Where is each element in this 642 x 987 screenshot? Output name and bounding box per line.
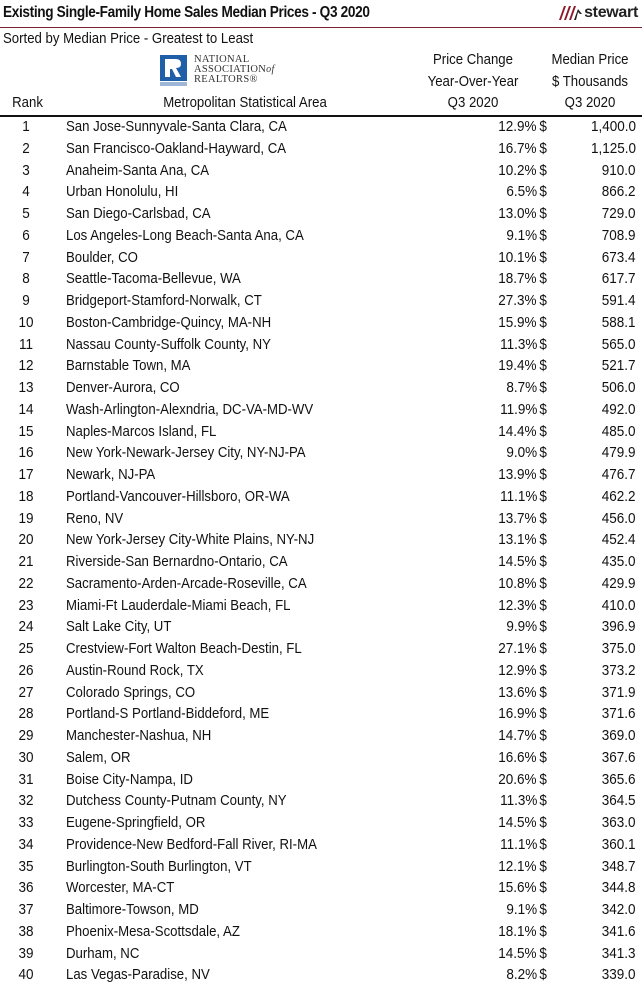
price-change-cell: 11.3% xyxy=(499,335,537,353)
median-price-cell: 365.6 xyxy=(602,770,636,788)
currency-cell: $ xyxy=(539,705,547,723)
median-price-cell: 708.9 xyxy=(602,226,636,244)
rank-cell: 36 xyxy=(18,879,34,897)
table-row xyxy=(0,161,642,183)
median-price-cell: 479.9 xyxy=(602,444,636,462)
price-change-cell: 20.6% xyxy=(498,770,537,788)
rank-cell: 35 xyxy=(18,857,34,875)
rank-cell: 6 xyxy=(22,226,30,244)
price-change-cell: 14.5% xyxy=(498,944,537,962)
currency-cell: $ xyxy=(539,466,547,483)
median-price-cell: 588.1 xyxy=(602,313,636,331)
table-row xyxy=(0,878,642,900)
col-header-price-line1: Median Price xyxy=(551,51,629,68)
rank-cell: 27 xyxy=(18,683,34,701)
rank-cell: 13 xyxy=(18,379,34,396)
rank-cell: 12 xyxy=(18,357,34,375)
rank-cell: 23 xyxy=(18,596,34,614)
table-row xyxy=(0,813,642,835)
msa-cell: Riverside-San Bernardno-Ontario, CA xyxy=(66,553,288,570)
price-change-cell: 16.7% xyxy=(498,139,537,157)
msa-cell: Sacramento-Arden-Arcade-Roseville, CA xyxy=(66,574,307,592)
price-change-cell: 14.4% xyxy=(498,422,537,440)
currency-cell: $ xyxy=(539,857,547,875)
rank-cell: 9 xyxy=(22,292,30,309)
msa-cell: Phoenix-Mesa-Scottsdale, AZ xyxy=(66,922,240,940)
currency-cell: $ xyxy=(539,379,547,396)
median-price-cell: 341.3 xyxy=(602,944,636,962)
currency-cell: $ xyxy=(539,966,547,984)
median-price-cell: 371.9 xyxy=(602,683,636,701)
rank-cell: 14 xyxy=(18,400,34,418)
rank-cell: 2 xyxy=(22,139,30,157)
median-price-cell: 410.0 xyxy=(602,596,636,614)
price-change-cell: 12.1% xyxy=(498,857,537,875)
rank-cell: 31 xyxy=(18,770,34,788)
msa-cell: New York-Jersey City-White Plains, NY-NJ xyxy=(66,531,315,549)
rank-cell: 26 xyxy=(18,661,34,679)
rank-cell: 25 xyxy=(18,640,34,657)
currency-cell: $ xyxy=(539,487,547,505)
nar-line-3: REALTORS® xyxy=(194,74,258,85)
median-price-cell: 485.0 xyxy=(602,422,636,440)
msa-cell: Bridgeport-Stamford-Norwalk, CT xyxy=(66,292,262,309)
currency-cell: $ xyxy=(539,400,547,418)
col-header-price-line2: $ Thousands xyxy=(551,73,629,90)
rank-cell: 10 xyxy=(18,313,34,331)
rank-cell: 21 xyxy=(18,553,34,570)
msa-cell: Newark, NJ-PA xyxy=(66,466,156,483)
median-price-cell: 435.0 xyxy=(602,553,636,570)
price-change-cell: 15.9% xyxy=(498,313,537,331)
rank-cell: 34 xyxy=(18,835,34,853)
median-price-cell: 506.0 xyxy=(602,379,636,396)
median-price-cell: 476.7 xyxy=(602,466,636,483)
currency-cell: $ xyxy=(539,205,547,222)
msa-cell: Denver-Aurora, CO xyxy=(66,379,180,396)
msa-cell: Burlington-South Burlington, VT xyxy=(66,857,252,875)
msa-cell: Baltimore-Towson, MD xyxy=(66,901,199,918)
rank-cell: 5 xyxy=(22,205,30,222)
msa-cell: Salt Lake City, UT xyxy=(66,618,172,636)
currency-cell: $ xyxy=(539,422,547,440)
median-price-cell: 339.0 xyxy=(602,966,636,984)
median-price-cell: 910.0 xyxy=(602,161,636,179)
table-row xyxy=(0,661,642,683)
msa-cell: Austin-Round Rock, TX xyxy=(66,661,204,679)
currency-cell: $ xyxy=(539,879,547,897)
table-row xyxy=(0,422,642,444)
median-price-cell: 866.2 xyxy=(602,183,636,201)
currency-cell: $ xyxy=(539,640,547,657)
msa-cell: San Jose-Sunnyvale-Santa Clara, CA xyxy=(66,118,287,135)
msa-cell: Barnstable Town, MA xyxy=(66,357,191,375)
rank-cell: 38 xyxy=(18,922,34,940)
rank-cell: 29 xyxy=(18,727,34,744)
table-row xyxy=(0,552,642,574)
currency-cell: $ xyxy=(539,357,547,375)
msa-cell: Durham, NC xyxy=(66,944,140,962)
table-row xyxy=(0,269,642,291)
table-row xyxy=(0,378,642,400)
table-row xyxy=(0,683,642,705)
rank-cell: 15 xyxy=(18,422,34,440)
median-price-cell: 521.7 xyxy=(602,357,636,375)
col-header-pct-line1: Price Change xyxy=(433,51,513,68)
rank-cell: 11 xyxy=(18,335,34,353)
price-change-cell: 12.3% xyxy=(498,596,537,614)
currency-cell: $ xyxy=(539,770,547,788)
price-change-cell: 11.1% xyxy=(499,835,537,853)
currency-cell: $ xyxy=(539,814,547,831)
median-price-cell: 617.7 xyxy=(602,270,636,288)
table-row xyxy=(0,944,642,966)
msa-cell: Las Vegas-Paradise, NV xyxy=(66,966,210,984)
table-row xyxy=(0,248,642,270)
currency-cell: $ xyxy=(539,292,547,309)
currency-cell: $ xyxy=(539,248,547,266)
price-change-cell: 27.1% xyxy=(498,640,537,657)
currency-cell: $ xyxy=(539,270,547,288)
rank-cell: 3 xyxy=(22,161,30,179)
table-row xyxy=(0,596,642,618)
currency-cell: $ xyxy=(539,183,547,201)
price-change-cell: 9.1% xyxy=(506,901,537,918)
msa-cell: Dutchess County-Putnam County, NY xyxy=(66,792,287,810)
rank-cell: 7 xyxy=(22,248,30,266)
table-row xyxy=(0,356,642,378)
currency-cell: $ xyxy=(539,139,547,157)
table-row xyxy=(0,574,642,596)
rank-cell: 1 xyxy=(22,118,30,135)
msa-cell: Eugene-Springfield, OR xyxy=(66,814,206,831)
msa-cell: San Francisco-Oakland-Hayward, CA xyxy=(66,139,287,157)
nar-logo xyxy=(160,55,275,86)
currency-cell: $ xyxy=(539,596,547,614)
rank-cell: 39 xyxy=(18,944,34,962)
price-change-cell: 12.9% xyxy=(498,661,537,679)
rank-cell: 18 xyxy=(18,487,34,505)
table-row xyxy=(0,182,642,204)
table-row xyxy=(0,487,642,509)
median-price-cell: 729.0 xyxy=(602,205,636,222)
median-price-cell: 373.2 xyxy=(602,661,636,679)
table-row xyxy=(0,900,642,922)
median-price-cell: 344.8 xyxy=(602,879,636,897)
rank-cell: 32 xyxy=(18,792,34,810)
table-row xyxy=(0,748,642,770)
col-header-pct-line3: Q3 2020 xyxy=(447,94,499,111)
median-price-cell: 363.0 xyxy=(602,814,636,831)
rank-cell: 4 xyxy=(22,183,30,201)
realtor-r-icon xyxy=(160,55,187,86)
table-row xyxy=(0,291,642,313)
table-row xyxy=(0,530,642,552)
msa-cell: Boise City-Nampa, ID xyxy=(66,770,193,788)
currency-cell: $ xyxy=(539,661,547,679)
table-row xyxy=(0,139,642,161)
msa-cell: San Diego-Carlsbad, CA xyxy=(66,205,211,222)
median-price-cell: 371.6 xyxy=(602,705,636,723)
col-header-pct-line2: Year-Over-Year xyxy=(427,73,519,90)
table-row xyxy=(0,226,642,248)
nar-line-2-suffix: of xyxy=(266,64,275,75)
table-row xyxy=(0,400,642,422)
median-price-cell: 367.6 xyxy=(602,748,636,766)
median-price-cell: 462.2 xyxy=(602,487,636,505)
table-row xyxy=(0,770,642,792)
currency-cell: $ xyxy=(539,727,547,744)
price-change-cell: 13.1% xyxy=(498,531,537,549)
nar-line-2-text: ASSOCIATION xyxy=(194,64,267,75)
table-row xyxy=(0,922,642,944)
rank-cell: 8 xyxy=(22,270,30,288)
table-row xyxy=(0,726,642,748)
currency-cell: $ xyxy=(539,335,547,353)
price-change-cell: 9.1% xyxy=(506,226,537,244)
msa-cell: Boston-Cambridge-Quincy, MA-NH xyxy=(66,313,272,331)
price-change-cell: 9.0% xyxy=(506,444,537,462)
currency-cell: $ xyxy=(539,444,547,462)
price-change-cell: 12.9% xyxy=(498,118,537,135)
currency-cell: $ xyxy=(539,118,547,135)
msa-cell: Boulder, CO xyxy=(66,248,138,266)
currency-cell: $ xyxy=(539,574,547,592)
median-price-cell: 452.4 xyxy=(602,531,636,549)
msa-cell: Worcester, MA-CT xyxy=(66,879,175,897)
currency-cell: $ xyxy=(539,161,547,179)
msa-cell: Crestview-Fort Walton Beach-Destin, FL xyxy=(66,640,302,657)
median-price-cell: 1,125.0 xyxy=(590,139,636,157)
stewart-logo xyxy=(556,4,638,22)
msa-cell: Los Angeles-Long Beach-Santa Ana, CA xyxy=(66,226,304,244)
table-row xyxy=(0,313,642,335)
price-change-cell: 11.9% xyxy=(499,400,537,418)
median-price-cell: 591.4 xyxy=(602,292,636,309)
price-change-cell: 6.5% xyxy=(506,183,537,201)
currency-cell: $ xyxy=(539,792,547,810)
rank-cell: 22 xyxy=(18,574,34,592)
price-change-cell: 18.7% xyxy=(498,270,537,288)
rank-cell: 33 xyxy=(18,814,34,831)
table-row xyxy=(0,639,642,661)
price-change-cell: 10.1% xyxy=(498,248,537,266)
msa-cell: Providence-New Bedford-Fall River, RI-MA xyxy=(66,835,317,853)
rank-cell: 28 xyxy=(18,705,34,723)
currency-cell: $ xyxy=(539,531,547,549)
table-row xyxy=(0,509,642,531)
currency-cell: $ xyxy=(539,509,547,527)
table-row xyxy=(0,617,642,639)
currency-cell: $ xyxy=(539,313,547,331)
median-price-cell: 348.7 xyxy=(602,857,636,875)
price-change-cell: 13.9% xyxy=(498,466,537,483)
price-change-cell: 16.9% xyxy=(498,705,537,723)
rank-cell: 37 xyxy=(18,901,34,918)
table-row xyxy=(0,835,642,857)
price-change-cell: 18.1% xyxy=(498,922,537,940)
price-change-cell: 11.3% xyxy=(499,792,537,810)
median-price-cell: 565.0 xyxy=(602,335,636,353)
price-change-cell: 10.8% xyxy=(498,574,537,592)
data-table-body xyxy=(0,117,642,987)
stewart-wordmark: stewart xyxy=(584,4,638,21)
median-price-cell: 673.4 xyxy=(602,248,636,266)
median-price-cell: 364.5 xyxy=(602,792,636,810)
table-row xyxy=(0,791,642,813)
table-row xyxy=(0,117,642,139)
currency-cell: $ xyxy=(539,618,547,636)
msa-cell: Naples-Marcos Island, FL xyxy=(66,422,217,440)
msa-cell: Portland-Vancouver-Hillsboro, OR-WA xyxy=(66,487,290,505)
msa-cell: Manchester-Nashua, NH xyxy=(66,727,212,744)
currency-cell: $ xyxy=(539,226,547,244)
median-price-cell: 492.0 xyxy=(602,400,636,418)
price-change-cell: 16.6% xyxy=(498,748,537,766)
median-price-cell: 369.0 xyxy=(602,727,636,744)
msa-cell: Portland-S Portland-Biddeford, ME xyxy=(66,705,270,723)
price-change-cell: 27.3% xyxy=(498,292,537,309)
nar-line-1: NATIONAL xyxy=(194,54,250,65)
nar-wordmark xyxy=(194,55,275,85)
page-title: Existing Single-Family Home Sales Median Prices - Q3 2020 xyxy=(3,4,370,21)
currency-cell: $ xyxy=(539,901,547,918)
msa-cell: Reno, NV xyxy=(66,509,124,527)
msa-cell: Salem, OR xyxy=(66,748,131,766)
median-price-cell: 360.1 xyxy=(602,835,636,853)
rank-cell: 20 xyxy=(18,531,34,549)
msa-cell: Miami-Ft Lauderdale-Miami Beach, FL xyxy=(66,596,291,614)
median-price-cell: 456.0 xyxy=(602,509,636,527)
msa-cell: Urban Honolulu, HI xyxy=(66,183,179,201)
currency-cell: $ xyxy=(539,922,547,940)
median-price-cell: 375.0 xyxy=(602,640,636,657)
rank-cell: 40 xyxy=(18,966,34,984)
rank-cell: 17 xyxy=(18,466,34,483)
table-row xyxy=(0,204,642,226)
msa-cell: New York-Newark-Jersey City, NY-NJ-PA xyxy=(66,444,306,462)
rank-cell: 19 xyxy=(18,509,34,527)
price-change-cell: 14.5% xyxy=(498,553,537,570)
col-header-rank: Rank xyxy=(12,94,43,111)
price-change-cell: 8.7% xyxy=(506,379,537,396)
price-change-cell: 15.6% xyxy=(498,879,537,897)
median-price-cell: 341.6 xyxy=(602,922,636,940)
table-row xyxy=(0,443,642,465)
msa-cell: Wash-Arlington-Alexndria, DC-VA-MD-WV xyxy=(66,400,314,418)
title-bar xyxy=(0,0,642,28)
currency-cell: $ xyxy=(539,835,547,853)
median-price-cell: 429.9 xyxy=(602,574,636,592)
median-price-cell: 1,400.0 xyxy=(590,118,636,135)
rank-cell: 30 xyxy=(18,748,34,766)
rank-cell: 16 xyxy=(18,444,34,462)
price-change-cell: 11.1% xyxy=(499,487,537,505)
currency-cell: $ xyxy=(539,944,547,962)
rank-cell: 24 xyxy=(18,618,34,636)
msa-cell: Nassau County-Suffolk County, NY xyxy=(66,335,271,353)
price-change-cell: 13.6% xyxy=(498,683,537,701)
table-row xyxy=(0,857,642,879)
table-row xyxy=(0,965,642,987)
currency-cell: $ xyxy=(539,683,547,701)
price-change-cell: 14.5% xyxy=(498,814,537,831)
price-change-cell: 9.9% xyxy=(506,618,537,636)
msa-cell: Colorado Springs, CO xyxy=(66,683,196,701)
price-change-cell: 13.0% xyxy=(498,205,537,222)
table-row xyxy=(0,335,642,357)
median-price-cell: 342.0 xyxy=(602,901,636,918)
currency-cell: $ xyxy=(539,553,547,570)
msa-cell: Anaheim-Santa Ana, CA xyxy=(66,161,210,179)
table-row xyxy=(0,704,642,726)
page-subtitle: Sorted by Median Price - Greatest to Least xyxy=(3,30,254,47)
stewart-slash-mark-icon xyxy=(556,6,582,20)
table-row xyxy=(0,465,642,487)
price-change-cell: 8.2% xyxy=(506,966,537,984)
msa-cell: Seattle-Tacoma-Bellevue, WA xyxy=(66,270,241,288)
currency-cell: $ xyxy=(539,748,547,766)
col-header-msa: Metropolitan Statistical Area xyxy=(163,94,327,111)
price-change-cell: 14.7% xyxy=(498,727,537,744)
price-change-cell: 10.2% xyxy=(498,161,537,179)
price-change-cell: 19.4% xyxy=(498,357,537,375)
price-change-cell: 13.7% xyxy=(498,509,537,527)
col-header-price-line3: Q3 2020 xyxy=(564,94,616,111)
median-price-cell: 396.9 xyxy=(602,618,636,636)
